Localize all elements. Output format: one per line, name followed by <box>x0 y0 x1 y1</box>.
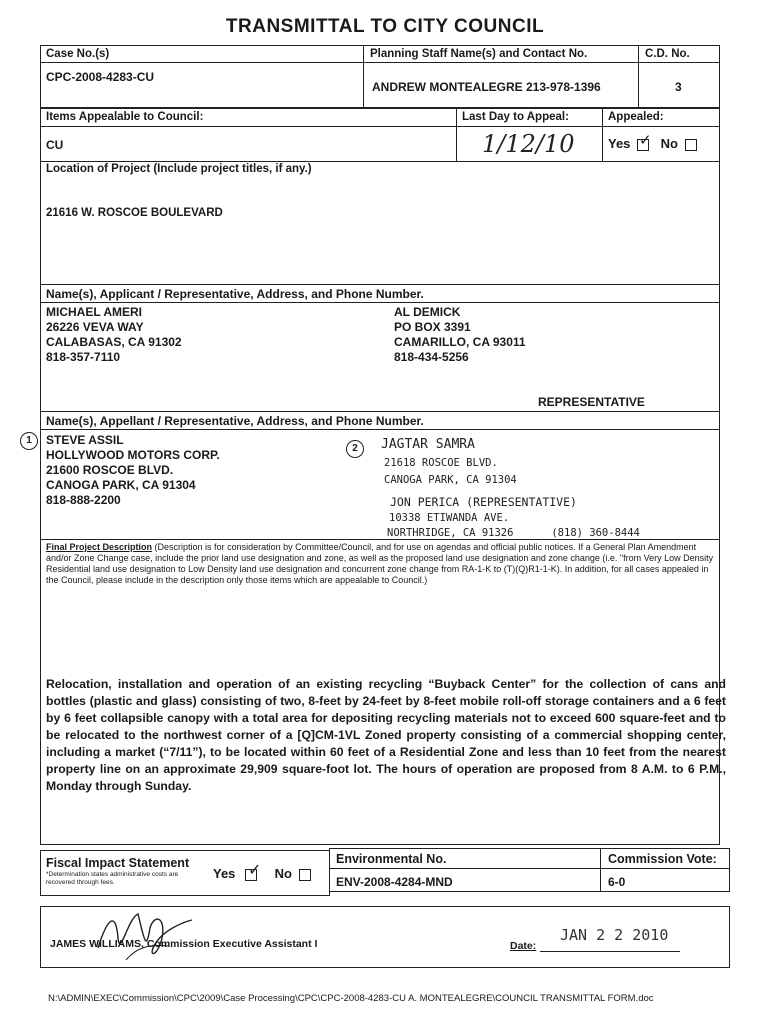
fiscal-yes-checkbox <box>245 861 262 881</box>
fiscal-yes <box>213 861 311 881</box>
applicant-address-1: 26226 VEVA WAY <box>46 320 144 334</box>
appellant-marker-1: 1 <box>20 432 38 450</box>
fiscal-impact-label: Fiscal Impact Statement <box>46 856 190 870</box>
appellant-address-1: 21600 ROSCOE BLVD. <box>46 463 174 477</box>
applicant-address-2: CALABASAS, CA 91302 <box>46 335 182 349</box>
location-value: 21616 W. ROSCOE BOULEVARD <box>46 207 223 219</box>
appellant-name: STEVE ASSIL <box>46 433 124 447</box>
environmental-label: Environmental No. <box>336 852 447 866</box>
file-path-footer: N:\ADMIN\EXEC\Commission\CPC\2009\Case Processing\CPC\CPC-2008-4283-CU A. MONTEALEGRE\COUNCIL TRANSMITTAL FORM.doc <box>48 993 654 1004</box>
appellant2-address-1: 21618 ROSCOE BLVD. <box>384 457 498 469</box>
representative-name: AL DEMICK <box>394 305 461 319</box>
appealed-yes-checkbox <box>637 131 652 151</box>
appellant2-rep-name: JON PERICA (REPRESENTATIVE) <box>390 495 577 509</box>
last-day-value: 1/12/10 <box>482 130 575 158</box>
items-appealable-value: CU <box>46 138 64 152</box>
signer-name: JAMES WILLIAMS, Commission Executive Assistant I <box>50 938 318 950</box>
appellant-address-2: CANOGA PARK, CA 91304 <box>46 478 196 492</box>
project-description: Relocation, installation and operation of an existing recycling “Buyback Center” for the collection of cans and bottles (plastic and glass) consisting of two, 8-feet by 24-feet by 8-feet mobile roll-off storage containers and a 6 feet by 6 feet collapsible canopy with a total area for depositing recycling materials not to exceed 600 square-feet and to be relocated to the northwest corner of a [Q]CM-1VL Zoned property consisting of a commercial shopping center, including a market (“7/11”), to be located within 60 feet of a Residential Zone and less than 10 feet from the nearest property line on an approximate 29,909 square-foot lot. The hours of operation are proposed from 8 A.M. to 6 P.M., Monday through Sunday. <box>46 677 726 793</box>
form-title: TRANSMITTAL TO CITY COUNCIL <box>225 16 545 37</box>
last-day-label: Last Day to Appeal: <box>462 111 569 123</box>
applicant-phone: 818-357-7110 <box>46 350 121 364</box>
fiscal-no-checkbox <box>299 869 311 881</box>
signature-scribble <box>88 908 198 966</box>
appealed-yes-label: Yes <box>608 136 631 151</box>
planning-staff-label: Planning Staff Name(s) and Contact No. <box>370 48 588 60</box>
appellant2-name: JAGTAR SAMRA <box>381 437 475 452</box>
case-no-value: CPC-2008-4283-CU <box>46 70 155 84</box>
applicant-label: Name(s), Applicant / Representative, Address, and Phone Number. <box>46 287 424 301</box>
date-label: Date: <box>510 940 537 952</box>
appellant-marker-2: 2 <box>346 440 364 458</box>
cd-no-label: C.D. No. <box>645 48 690 60</box>
commission-vote-value: 6-0 <box>608 875 626 889</box>
commission-vote-label: Commission Vote: <box>608 852 717 866</box>
location-box <box>40 161 720 285</box>
representative-tag: REPRESENTATIVE <box>538 395 645 409</box>
description-instructions-text: (Description is for consideration by Committee/Council, and for use on agendas and official public notices. If a General Plan Amendment and/or Zone Change case, include the prior land use designation and zone, as well as the proposed land use designation and zone change (i.e. "from Very Low Density Residential land use designation to Low Density land use designation and concurrent zone change from RA-1-K to (T)(Q)R1-1-K). In addition, for all cases appealed in the Council, please include in the description only those items which are appealable to Council.) <box>46 542 714 585</box>
cd-no-value: 3 <box>675 80 682 94</box>
environmental-value: ENV-2008-4284-MND <box>336 875 453 889</box>
appellant2-address-2: CANOGA PARK, CA 91304 <box>384 474 517 486</box>
appealed-no-checkbox <box>685 139 697 151</box>
appealed-yes <box>608 131 697 151</box>
representative-address-1: PO BOX 3391 <box>394 320 471 334</box>
appealed-label: Appealed: <box>608 111 664 123</box>
fiscal-yes-label: Yes <box>213 866 236 881</box>
check-mark-icon: ✓ <box>639 131 652 149</box>
fiscal-no-label: No <box>274 866 293 881</box>
appellant-label: Name(s), Appellant / Representative, Address, and Phone Number. <box>46 414 424 428</box>
appellant2-rep-address-2: NORTHRIDGE, CA 91326 (818) 360-8444 <box>387 527 640 539</box>
appellant2-rep-address-1: 10338 ETIWANDA AVE. <box>389 512 510 524</box>
description-heading: Final Project Description <box>46 542 153 552</box>
appealed-no-label: No <box>660 136 679 151</box>
items-appealable-label: Items Appealable to Council: <box>46 111 204 123</box>
description-instructions <box>46 542 714 586</box>
date-stamp: JAN 2 2 2010 <box>560 926 669 944</box>
fiscal-impact-note: *Determination states administrative costs are recovered through fees. <box>46 871 179 886</box>
appellant-company: HOLLYWOOD MOTORS CORP. <box>46 448 220 462</box>
applicant-name: MICHAEL AMERI <box>46 305 142 319</box>
representative-phone: 818-434-5256 <box>394 350 469 364</box>
location-label: Location of Project (Include project titles, if any.) <box>46 163 312 175</box>
check-mark-icon: ✓ <box>248 861 262 879</box>
appellant-phone: 818-888-2200 <box>46 493 121 507</box>
representative-address-2: CAMARILLO, CA 93011 <box>394 335 526 349</box>
case-no-label: Case No.(s) <box>46 48 110 60</box>
planning-staff-value: ANDREW MONTEALEGRE 213-978-1396 <box>372 80 601 94</box>
